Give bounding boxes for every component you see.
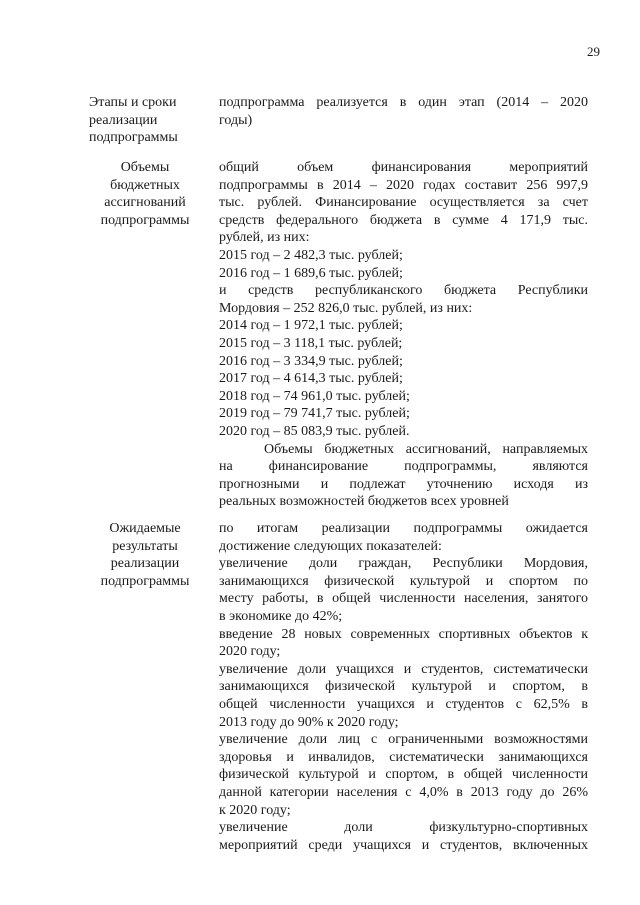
row-label-results [89,520,201,590]
content-line: Мордовия – 252 826,0 тыс. рублей, из них: [219,300,473,316]
content-line: в экономике до 42%; [219,608,343,624]
content-line: прогнозными и подлежат уточнению исходя из [219,476,588,492]
content-line: увеличение доли физкультурно-спортивных [219,820,588,836]
page-number: 29 [587,44,600,59]
content-line: 2019 год – 79 741,7 тыс. рублей; [219,406,410,422]
content-line: и средств республиканского бюджета Республики [219,283,588,299]
content-line: месту работы, в общей численности населения, занятого [219,591,588,607]
content-line: 2015 год – 3 118,1 тыс. рублей; [219,335,403,351]
content-line: мероприятий среди учащихся и студентов, включенных [219,837,588,853]
content-line: 2018 год – 74 961,0 тыс. рублей; [219,388,410,404]
content-line: Объемы бюджетных ассигнований, направляемых [264,441,588,457]
content-line: 2014 год – 1 972,1 тыс. рублей; [219,318,403,334]
content-line: 2020 году; [219,644,281,660]
content-line: достижение следующих показателей: [219,538,442,554]
content-line: занимающихся физической культурой и спортом, в [219,679,588,695]
content-line: 2015 год – 2 482,3 тыс. рублей; [219,247,403,263]
content-line: на финансирование подпрограммы, являются [219,459,588,475]
label-line: реализации [89,112,158,128]
label-line: Ожидаемые [109,521,181,536]
row-content-results [219,520,588,854]
label-line: Объемы [120,160,170,175]
content-line: подпрограммы в 2014 – 2020 годах составит 256 997,9 [219,177,588,193]
content-line: к 2020 году; [219,802,291,818]
label-line: подпрограммы [100,212,190,228]
content-line: здоровья и инвалидов, систематически занимающихся [219,749,588,765]
label-line: подпрограммы [100,573,190,589]
content-line: рублей, из них: [219,230,310,246]
content-line: тыс. рублей. Финансирование осуществляется за счет [219,195,588,211]
label-line: подпрограммы [89,130,178,146]
content-line: 2013 году до 90% к 2020 году; [219,714,399,730]
row-content-budget [219,159,588,511]
content-line: увеличение доли лиц с ограниченными возможностями [219,732,588,748]
content-line: 2016 год – 1 689,6 тыс. рублей; [219,265,403,281]
content-line: 2017 год – 4 614,3 тыс. рублей; [219,371,403,387]
row-content-stages [219,94,588,129]
content-line: подпрограмма реализуется в один этап (2014 – 2020 [219,95,588,110]
content-line: общий объем финансирования мероприятий [219,160,588,175]
content-line: введение 28 новых современных спортивных объектов к [219,626,588,642]
content-line: реальных возможностей бюджетов всех уровней [219,494,509,510]
content-line: увеличение доли граждан, Республики Мордовия, [219,556,588,572]
content-line: по итогам реализации подпрограммы ожидается [219,521,588,536]
label-line: ассигнований [104,195,186,211]
content-line: 2020 год – 85 083,9 тыс. рублей. [219,423,410,439]
content-line: физической культурой и спортом, в общей численности [219,767,588,783]
label-line: результаты [112,538,178,554]
label-line: бюджетных [110,177,180,193]
content-line: занимающихся физической культурой и спортом по [219,573,588,589]
label-line: реализации [110,556,180,572]
row-label-stages [89,94,201,147]
content-line: данной категории населения с 4,0% в 2013 году до 26% [219,784,588,800]
content-line: 2016 год – 3 334,9 тыс. рублей; [219,353,403,369]
row-label-budget [89,159,201,229]
content-line: увеличение доли учащихся и студентов, систематически [219,661,588,677]
content-line: средств федерального бюджета в сумме 4 171,9 тыс. [219,212,588,228]
label-line: Этапы и сроки [89,95,177,110]
content-line: общей численности учащихся и студентов с 62,5% в [219,696,588,712]
content-line: годы) [219,112,253,128]
